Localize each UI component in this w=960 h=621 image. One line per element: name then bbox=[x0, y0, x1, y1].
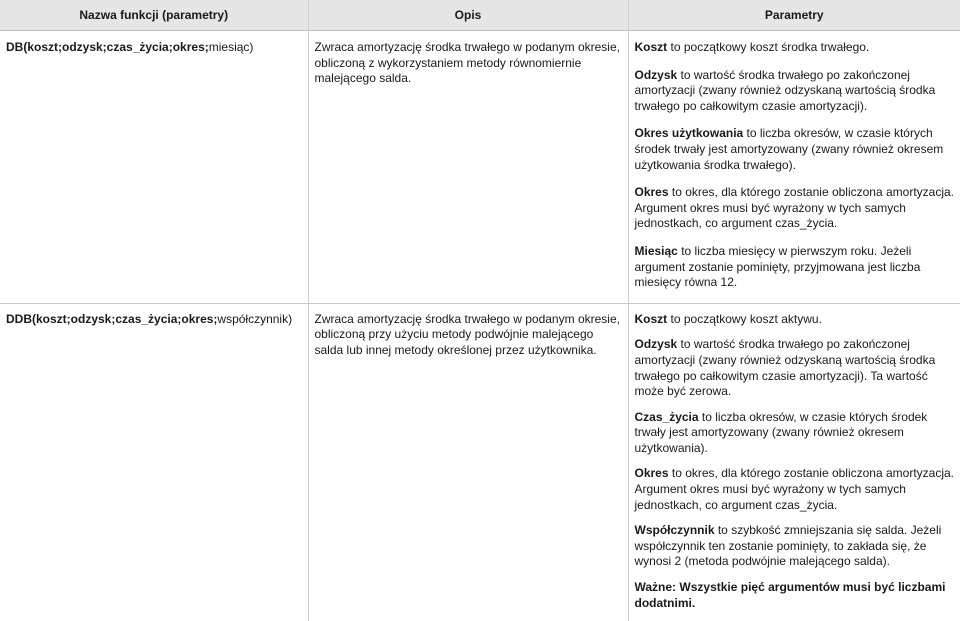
param-koszt: Koszt to początkowy koszt środka trwałego. bbox=[634, 40, 870, 54]
description-cell: Zwraca amortyzację środka trwałego w podanym okresie, obliczoną przy użyciu metody podwójnie malejącego salda lub innej metody określonej przez użytkownika. bbox=[308, 303, 628, 621]
table-row bbox=[0, 303, 960, 621]
param-odzysk: Odzysk to wartość środka trwałego po zakończonej amortyzacji (zwany również odzyskaną wartością środka trwałego po całkowitym czasie amortyzacji). Ta wartość może być zerowa. bbox=[634, 337, 936, 399]
important-note: Ważne: Wszystkie pięć argumentów musi być liczbami dodatnimi. bbox=[634, 580, 946, 610]
header-function-name: Nazwa funkcji (parametry) bbox=[0, 0, 308, 31]
function-name-cell bbox=[0, 303, 308, 621]
function-name: DDB(koszt;odzysk;czas_życia;okres; bbox=[6, 311, 218, 326]
header-row bbox=[0, 0, 960, 31]
param-okres: Okres to okres, dla którego zostanie obliczona amortyzacja. Argument okres musi być wyrażony w tych samych jednostkach, co argument czas_życia. bbox=[634, 466, 955, 512]
function-args-tail: miesiąc) bbox=[208, 40, 254, 54]
header-parameters: Parametry bbox=[628, 0, 960, 31]
parameters-cell bbox=[628, 303, 960, 621]
header-description: Opis bbox=[308, 0, 628, 31]
param-koszt: Koszt to początkowy koszt aktywu. bbox=[634, 311, 822, 326]
function-name-cell bbox=[0, 31, 308, 304]
parameters-cell bbox=[628, 31, 960, 304]
function-name: DB(koszt;odzysk;czas_życia;okres; bbox=[6, 40, 209, 54]
table-row bbox=[0, 31, 960, 304]
description-cell: Zwraca amortyzację środka trwałego w podanym okresie, obliczoną z wykorzystaniem metody równomiernie malejącego salda. bbox=[308, 31, 628, 304]
param-czas-zycia: Czas_życia to liczba okresów, w czasie których środek trwały jest amortyzowany (zwany również okresem użytkowania). bbox=[634, 409, 928, 455]
param-okres-uzytkowania: Okres użytkowania to liczba okresów, w czasie których środek trwały jest amortyzowany (zwany również okresem użytkowania środka trwałego). bbox=[634, 126, 944, 172]
param-wspolczynnik: Współczynnik to szybkość zmniejszania się salda. Jeżeli współczynnik ten zostanie pominięty, to zakłada się, że wynosi 2 (metoda podwójnie malejącego salda). bbox=[634, 523, 942, 569]
param-odzysk: Odzysk to wartość środka trwałego po zakończonej amortyzacji (zwany również odzyskaną wartością środka trwałego po całkowitym czasie amortyzacji). bbox=[634, 67, 936, 113]
param-miesiac: Miesiąc to liczba miesięcy w pierwszym roku. Jeżeli argument zostanie pominięty, przyjmowana jest liczba miesięcy równa 12. bbox=[634, 243, 921, 290]
param-okres: Okres to okres, dla którego zostanie obliczona amortyzacja. Argument okres musi być wyrażony w tych samych jednostkach, co argument czas_życia. bbox=[634, 185, 955, 231]
function-args-tail: współczynnik) bbox=[217, 311, 293, 326]
